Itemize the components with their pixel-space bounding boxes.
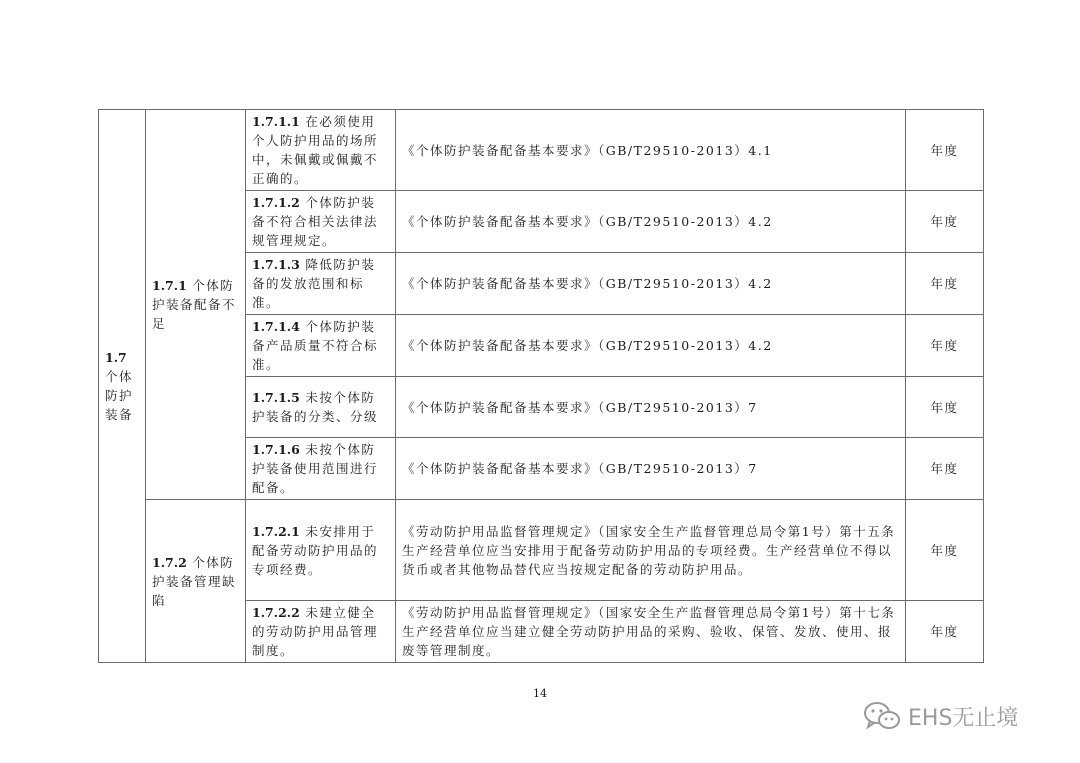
watermark-text: EHS无止境 [908,705,1019,731]
basis-cell: 《个体防护装备配备基本要求》（GB/T29510-2013）4.2 [396,191,906,253]
item-id: 1.7.1.3 [252,257,300,272]
basis-cell: 《个体防护装备配备基本要求》（GB/T29510-2013）7 [396,438,906,500]
frequency-cell: 年度 [906,377,984,438]
wechat-icon [862,700,902,732]
item-cell [246,601,396,663]
section-number: 1.7 [105,350,127,365]
item-cell [246,377,396,438]
item-id: 1.7.1.4 [252,319,300,334]
item-id: 1.7.1.6 [252,442,300,457]
frequency-cell: 年度 [906,110,984,191]
group-id: 1.7.2 [152,554,187,570]
frequency-cell: 年度 [906,500,984,601]
item-cell [246,191,396,253]
table-row [99,110,984,191]
group-id: 1.7.1 [152,278,187,293]
frequency-cell: 年度 [906,191,984,253]
item-desc: 未按个体防护装备的分类、分级 [252,390,379,424]
item-desc: 在必须使用个人防护用品的场所中，未佩戴或佩戴不正确的。 [252,114,379,186]
basis-cell: 《个体防护装备配备基本要求》（GB/T29510-2013）4.1 [396,110,906,191]
basis-cell: 《个体防护装备配备基本要求》（GB/T29510-2013）4.2 [396,315,906,377]
item-cell [246,438,396,500]
page-number: 14 [533,687,547,700]
group-cell [146,110,246,500]
item-desc: 未安排用于配备劳动防护用品的专项经费。 [252,523,379,577]
item-desc: 未按个体防护装备使用范围进行配备。 [252,442,379,495]
item-desc: 个体防护装备产品质量不符合标准。 [252,319,379,372]
group-cell [146,500,246,663]
table-row [99,500,984,601]
item-id: 1.7.1.5 [252,390,300,405]
item-cell [246,500,396,601]
basis-cell: 《劳动防护用品监督管理规定》（国家安全生产监督管理总局令第1号）第十五条 生产经营单位应当安排用于配备劳动防护用品的专项经费。生产经营单位不得以货币或者其他物品替代应当按规定配备的劳动防护用品。 [396,500,906,601]
item-cell [246,253,396,315]
item-id: 1.7.1.1 [252,114,300,129]
group-title: 个体防护装备配备不足 [152,278,237,331]
item-desc: 个体防护装备不符合相关法律法规管理规定。 [252,195,379,248]
frequency-cell: 年度 [906,253,984,315]
section-cell [99,110,146,663]
section-title: 个体防护装备 [105,369,134,422]
item-cell [246,315,396,377]
item-id: 1.7.2.2 [252,605,300,620]
basis-cell: 《个体防护装备配备基本要求》（GB/T29510-2013）7 [396,377,906,438]
basis-cell: 《个体防护装备配备基本要求》（GB/T29510-2013）4.2 [396,253,906,315]
group-title: 个体防护装备管理缺陷 [152,554,237,608]
hazard-table [98,109,984,663]
item-id: 1.7.2.1 [252,523,300,539]
watermark [862,700,1018,732]
item-desc: 降低防护装备的发放范围和标准。 [252,257,376,310]
item-desc: 未建立健全的劳动防护用品管理制度。 [252,605,379,658]
basis-cell: 《劳动防护用品监督管理规定》（国家安全生产监督管理总局令第1号）第十七条 生产经营单位应当建立健全劳动防护用品的采购、验收、保管、发放、使用、报废等管理制度。 [396,601,906,663]
frequency-cell: 年度 [906,438,984,500]
item-id: 1.7.1.2 [252,195,300,210]
frequency-cell: 年度 [906,315,984,377]
item-cell [246,110,396,191]
frequency-cell: 年度 [906,601,984,663]
